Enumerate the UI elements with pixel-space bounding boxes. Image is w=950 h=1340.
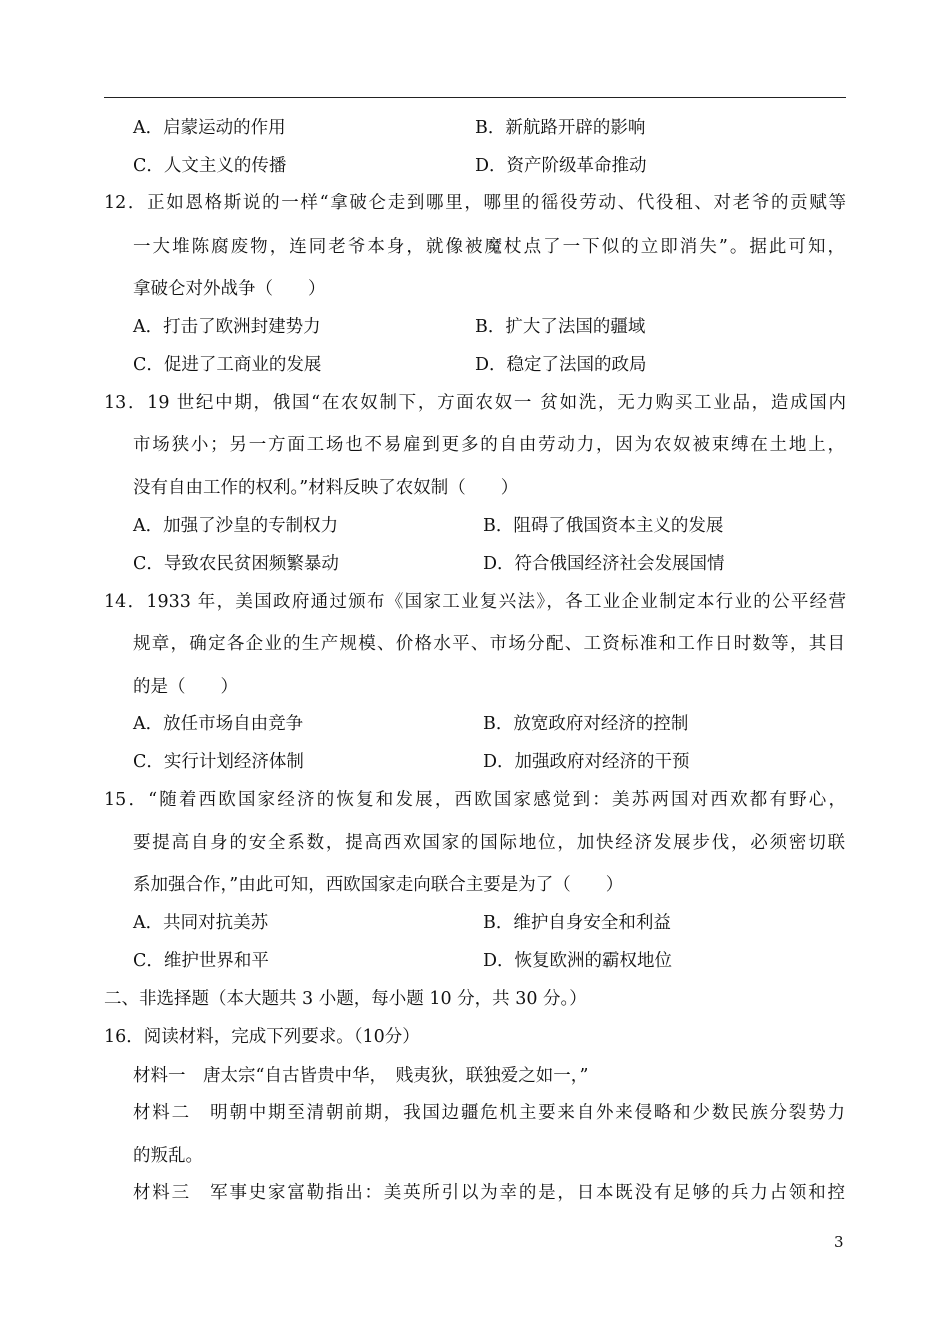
q14-option-a: A．放任市场自由竞争 xyxy=(133,714,304,734)
q13-option-c: C．导致农民贫困频繁暴动 xyxy=(133,554,339,574)
q14-stem-line3: 的是（ ） xyxy=(133,677,238,697)
section-heading: 二、非选择题（本大题共 3 小题，每小题 10 分，共 30 分。） xyxy=(104,989,587,1009)
q11-option-a: A．启蒙运动的作用 xyxy=(133,118,286,138)
q14-stem-line1: 14．1933 年，美国政府通过颁布《国家工业复兴法》，各工业企业制定本行业的公平经营 xyxy=(104,592,846,612)
header-rule xyxy=(104,97,846,98)
q13-option-a: A．加强了沙皇的专制权力 xyxy=(133,516,339,536)
q13-stem-line3: 没有自由工作的权利。”材料反映了农奴制（ ） xyxy=(133,478,519,498)
q13-stem-line1: 13．19 世纪中期，俄国“在农奴制下，方面农奴一 贫如洗，无力购买工业品，造成国内 xyxy=(104,393,846,413)
q15-option-a: A．共同对抗美苏 xyxy=(133,913,269,933)
q15-stem-line3: 系加强合作，”由此可知，西欧国家走向联合主要是为了（ ） xyxy=(133,875,624,895)
q11-option-b: B．新航路开辟的影响 xyxy=(475,118,646,138)
q14-stem-line2: 规章，确定各企业的生产规模、价格水平、市场分配、工资标准和工作日时数等，其目 xyxy=(133,634,845,654)
q15-stem-line1: 15．“随着西欧国家经济的恢复和发展，西欧国家感觉到：美苏两国对西欢都有野心， xyxy=(104,790,846,810)
q13-option-d: D．符合俄国经济社会发展国情 xyxy=(483,554,725,574)
q15-option-c: C．维护世界和平 xyxy=(133,951,269,971)
q12-stem-line3: 拿破仑对外战争（ ） xyxy=(133,279,326,299)
q12-option-d: D．稳定了法国的政局 xyxy=(475,355,647,375)
q16-material-1: 材料一 唐太宗“自古皆贵中华， 贱夷狄，联独爱之如一，” xyxy=(133,1066,589,1086)
q13-option-b: B．阻碍了俄国资本主义的发展 xyxy=(483,516,724,536)
q16-material-2-line1: 材料二 明朝中期至清朝前期，我国边疆危机主要来自外来侵略和少数民族分裂势力 xyxy=(133,1103,845,1123)
q12-stem-line2: 一大堆陈腐废物，连同老爷本身，就像被魔杖点了一下似的立即消失”。据此可知， xyxy=(133,237,845,257)
q11-option-d: D．资产阶级革命推动 xyxy=(475,156,647,176)
q16-material-3-line1: 材料三 军事史家富勒指出：美英所引以为幸的是，日本既没有足够的兵力占领和控 xyxy=(133,1183,845,1203)
q12-stem-line1: 12．正如恩格斯说的一样“拿破仑走到哪里，哪里的徭役劳动、代役租、对老爷的贡赋等 xyxy=(104,193,846,213)
page-number: 3 xyxy=(834,1233,844,1251)
q12-option-c: C．促进了工商业的发展 xyxy=(133,355,322,375)
q14-option-b: B．放宽政府对经济的控制 xyxy=(483,714,689,734)
q12-option-a: A．打击了欧洲封建势力 xyxy=(133,317,321,337)
q16-title: 16．阅读材料，完成下列要求。（10分） xyxy=(104,1027,420,1047)
q15-option-b: B．维护自身安全和利益 xyxy=(483,913,671,933)
q14-option-c: C．实行计划经济体制 xyxy=(133,752,304,772)
q12-option-b: B．扩大了法国的疆域 xyxy=(475,317,646,337)
q14-option-d: D．加强政府对经济的干预 xyxy=(483,752,690,772)
q15-stem-line2: 要提高自身的安全系数，提高西欢国家的国际地位，加快经济发展步伐，必须密切联 xyxy=(133,833,845,853)
q11-option-c: C．人文主义的传播 xyxy=(133,156,287,176)
q15-option-d: D．恢复欧洲的霸权地位 xyxy=(483,951,673,971)
q13-stem-line2: 市场狭小；另一方面工场也不易雇到更多的自由劳动力，因为农奴被束缚在土地上， xyxy=(133,435,845,455)
q16-material-2-line2: 的叛乱。 xyxy=(133,1146,203,1166)
